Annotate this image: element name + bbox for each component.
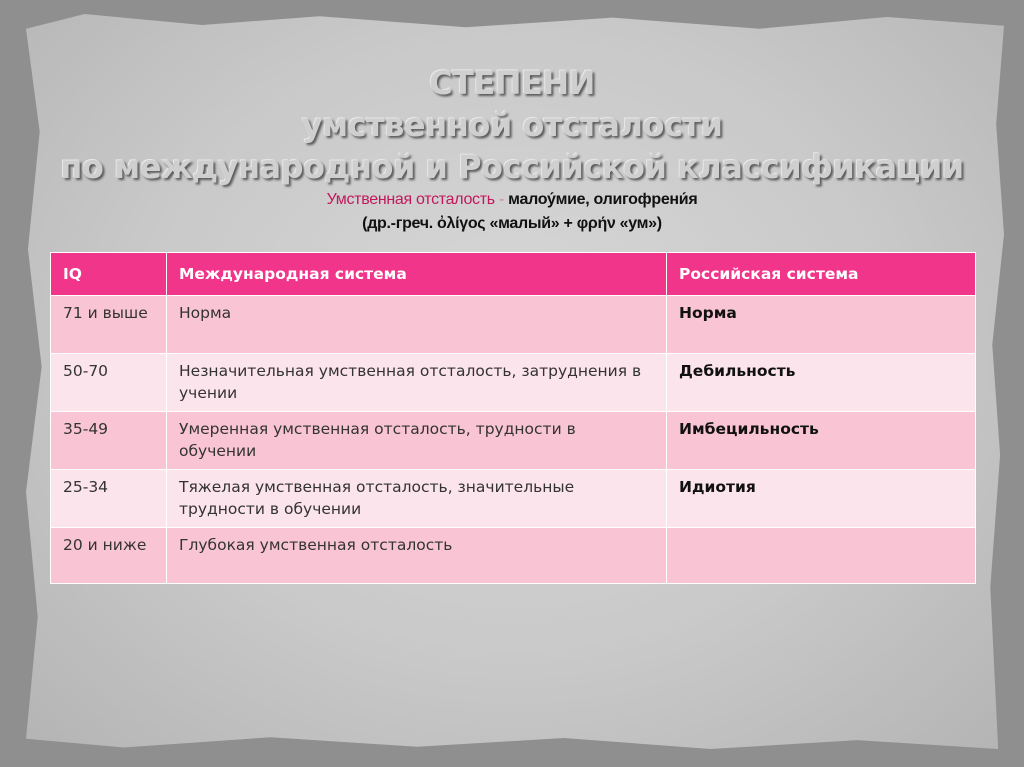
table-header-row <box>51 253 976 296</box>
cell-russian: Дебильность <box>667 354 976 412</box>
table-row <box>51 528 976 584</box>
cell-russian <box>667 528 976 584</box>
title-line-3: по международной и Российской классификации <box>60 148 964 186</box>
cell-iq: 35-49 <box>51 412 167 470</box>
cell-international: Тяжелая умственная отсталость, значительные трудности в обучении <box>167 470 667 528</box>
cell-iq: 20 и ниже <box>51 528 167 584</box>
cell-international: Незначительная умственная отсталость, затруднения в учении <box>167 354 667 412</box>
table-row <box>51 354 976 412</box>
cell-russian: Идиотия <box>667 470 976 528</box>
table-row <box>51 412 976 470</box>
cell-iq: 50-70 <box>51 354 167 412</box>
table-row <box>51 470 976 528</box>
subtitle-dash: - <box>494 191 509 208</box>
cell-iq: 71 и выше <box>51 296 167 354</box>
slide-title <box>60 62 964 188</box>
cell-russian: Имбецильность <box>667 412 976 470</box>
header-iq: IQ <box>51 253 167 296</box>
subtitle-etymology: (др.-греч. ὀλίγος «малый» + φρήν «ум») <box>362 215 662 232</box>
subtitle-definition-line <box>60 188 964 212</box>
cell-iq: 25-34 <box>51 470 167 528</box>
header-international: Международная система <box>167 253 667 296</box>
classification-table <box>50 252 976 584</box>
cell-international: Умеренная умственная отсталость, трудности в обучении <box>167 412 667 470</box>
subtitle-term: Умственная отсталость <box>326 191 495 208</box>
cell-international: Норма <box>167 296 667 354</box>
title-line-2: умственной отсталости <box>301 106 723 144</box>
slide-subtitle <box>60 188 964 236</box>
title-line-1: СТЕПЕНИ <box>429 64 595 102</box>
table-row <box>51 296 976 354</box>
header-russian: Российская система <box>667 253 976 296</box>
subtitle-etymology-line <box>60 212 964 236</box>
cell-russian: Норма <box>667 296 976 354</box>
cell-international: Глубокая умственная отсталость <box>167 528 667 584</box>
subtitle-synonyms: малоу́мие, олигофрени́я <box>508 191 698 208</box>
